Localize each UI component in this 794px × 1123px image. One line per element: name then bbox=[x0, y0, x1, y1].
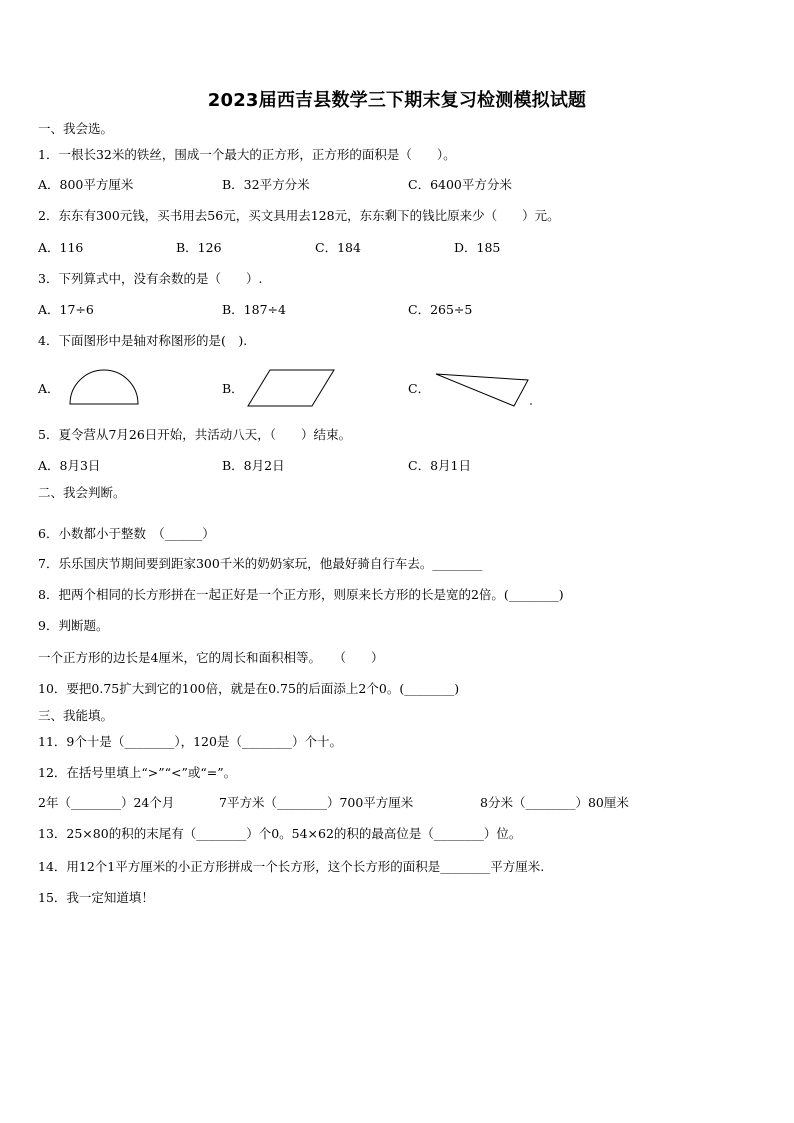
q1-option-b: B．32平方分米 bbox=[222, 177, 310, 192]
q3-option-c: C．265÷5 bbox=[408, 302, 473, 317]
q2-option-d: D．185 bbox=[454, 240, 501, 255]
section-heading-choose: 一、我会选。 bbox=[38, 121, 114, 136]
q12-item-c: 8分米（________）80厘米 bbox=[480, 795, 629, 810]
q12-item-a: 2年（________）24个月 bbox=[38, 795, 175, 810]
q5-option-b: B．8月2日 bbox=[222, 458, 285, 473]
question-5: 5．夏令营从7月26日开始，共活动八天，（ ）结束。 bbox=[38, 427, 352, 442]
q3-option-b: B．187÷4 bbox=[222, 302, 286, 317]
q5-option-c: C．8月1日 bbox=[408, 458, 471, 473]
question-7: 7．乐乐国庆节期间要到距家300千米的奶奶家玩，他最好骑自行车去。________ bbox=[38, 556, 483, 571]
question-14: 14．用12个1平方厘米的小正方形拼成一个长方形，这个长方形的面积是________平方厘米. bbox=[38, 859, 545, 874]
question-9-statement: 一个正方形的边长是4厘米，它的周长和面积相等。 （ ） bbox=[38, 650, 384, 665]
q4-option-b: B． bbox=[222, 381, 244, 396]
question-15: 15．我一定知道填！ bbox=[38, 890, 154, 905]
question-1: 1．一根长32米的铁丝，围成一个最大的正方形，正方形的面积是（ ）。 bbox=[38, 147, 456, 162]
q1-option-c: C．6400平方分米 bbox=[408, 177, 512, 192]
section-heading-judge: 二、我会判断。 bbox=[38, 485, 126, 500]
q4-option-c: C． bbox=[408, 381, 431, 396]
triangle-figure bbox=[434, 370, 536, 410]
q2-option-b: B．126 bbox=[176, 240, 222, 255]
question-11: 11．9个十是（________），120是（________）个十。 bbox=[38, 734, 342, 749]
question-12: 12．在括号里填上“>”“<”或“=”。 bbox=[38, 765, 237, 780]
q2-option-a: A．116 bbox=[38, 240, 84, 255]
section-heading-fill: 三、我能填。 bbox=[38, 708, 114, 723]
question-10: 10．要把0.75扩大到它的100倍，就是在0.75的后面添上2个0。(________) bbox=[38, 681, 460, 696]
semicircle-figure bbox=[68, 367, 140, 407]
q2-option-c: C．184 bbox=[315, 240, 361, 255]
q1-option-a: A．800平方厘米 bbox=[38, 177, 134, 192]
question-4: 4．下面图形中是轴对称图形的是( ). bbox=[38, 333, 248, 348]
q12-item-b: 7平方米（________）700平方厘米 bbox=[219, 795, 414, 810]
question-3: 3．下列算式中，没有余数的是（ ）. bbox=[38, 271, 263, 286]
page-title: 2023届西吉县数学三下期末复习检测模拟试题 bbox=[207, 90, 587, 111]
q4-option-a: A． bbox=[38, 381, 60, 396]
q3-option-a: A．17÷6 bbox=[38, 302, 94, 317]
q5-option-a: A．8月3日 bbox=[38, 458, 101, 473]
question-2: 2．东东有300元钱，买书用去56元，买文具用去128元，东东剩下的钱比原来少（ ）元。 bbox=[38, 208, 560, 223]
parallelogram-figure bbox=[246, 368, 338, 408]
question-13: 13．25×80的积的末尾有（________）个0。54×62的积的最高位是（________）位。 bbox=[38, 826, 522, 841]
question-8: 8．把两个相同的长方形拼在一起正好是一个正方形，则原来长方形的长是宽的2倍。(________) bbox=[38, 587, 564, 602]
question-9: 9．判断题。 bbox=[38, 618, 109, 633]
question-6: 6．小数都小于整数 （______） bbox=[38, 526, 215, 541]
